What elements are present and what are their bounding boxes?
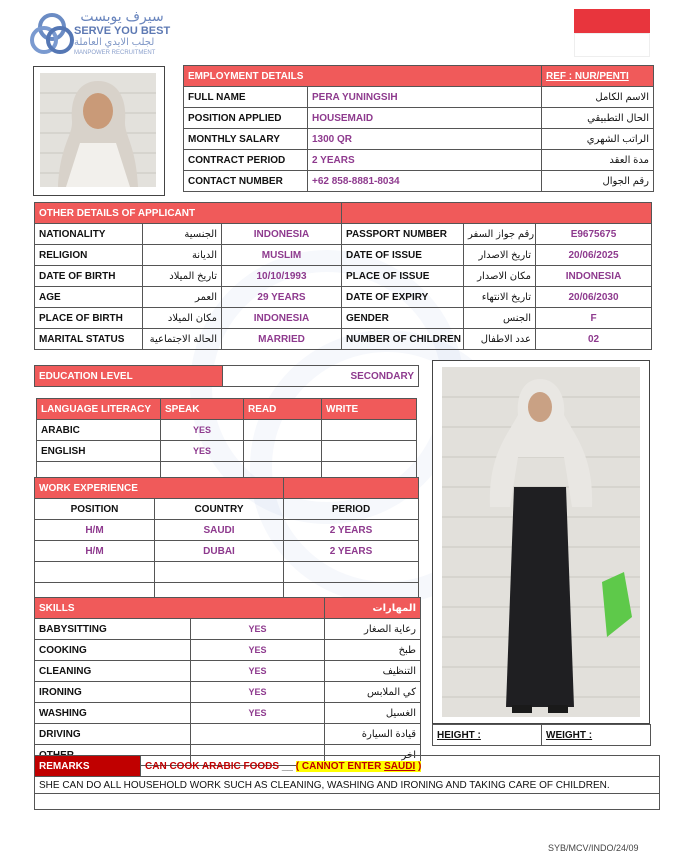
logo-arabic: سيرف يوبست xyxy=(80,8,164,24)
table-row xyxy=(35,703,421,724)
work-experience-table xyxy=(34,477,419,604)
work-position: H/M xyxy=(35,541,155,562)
height-label: HEIGHT : xyxy=(433,725,542,746)
employment-details-table xyxy=(183,65,654,192)
babysitting-value: YES xyxy=(191,619,325,640)
cleaning-value: YES xyxy=(191,661,325,682)
table-row xyxy=(35,266,652,287)
logo-sub: MANPOWER RECRUITMENT xyxy=(74,50,156,56)
table-row xyxy=(35,562,419,583)
company-logo xyxy=(30,8,180,60)
cleaning-label: CLEANING xyxy=(35,661,191,682)
table-row xyxy=(35,661,421,682)
ironing-label: IRONING xyxy=(35,682,191,703)
table-row xyxy=(35,724,421,745)
other-details-table xyxy=(34,202,652,350)
weight-label: WEIGHT : xyxy=(542,725,651,746)
contact-label: CONTACT NUMBER xyxy=(184,171,308,192)
birthplace-value: INDONESIA xyxy=(222,308,342,329)
children-ar: عدد الاطفال xyxy=(464,329,536,350)
table-row xyxy=(35,541,419,562)
full-name-label: FULL NAME xyxy=(184,87,308,108)
table-row xyxy=(35,224,652,245)
arabic-read xyxy=(244,420,322,441)
position-header: POSITION xyxy=(35,499,155,520)
logo-rings-icon xyxy=(30,12,74,56)
nationality-label: NATIONALITY xyxy=(35,224,143,245)
language-table xyxy=(36,398,417,483)
gender-label: GENDER xyxy=(342,308,464,329)
passport-label: PASSPORT NUMBER xyxy=(342,224,464,245)
table-row xyxy=(37,420,417,441)
position-label: POSITION APPLIED xyxy=(184,108,308,129)
measurements-table xyxy=(432,724,651,746)
salary-ar: الراتب الشهري xyxy=(542,129,654,150)
washing-value: YES xyxy=(191,703,325,724)
issue-date-value: 20/06/2025 xyxy=(536,245,652,266)
full-name-value: PERA YUNINGSIH xyxy=(308,87,542,108)
issue-date-ar: تاريخ الاصدار xyxy=(464,245,536,266)
religion-value: MUSLIM xyxy=(222,245,342,266)
cook-remark: CAN COOK ARABIC FOODS xyxy=(145,760,280,772)
gender-ar: الجنس xyxy=(464,308,536,329)
religion-ar: الديانة xyxy=(143,245,222,266)
babysitting-ar: رعاية الصغار xyxy=(325,619,421,640)
issue-place-label: PLACE OF ISSUE xyxy=(342,266,464,287)
contact-ar: رقم الجوال xyxy=(542,171,654,192)
driving-ar: قيادة السيارة xyxy=(325,724,421,745)
table-row xyxy=(37,441,417,462)
full-body-portrait-icon xyxy=(442,367,640,717)
language-header: LANGUAGE LITERACY xyxy=(37,399,161,420)
empty-cell xyxy=(284,562,419,583)
work-period: 2 YEARS xyxy=(284,541,419,562)
applicant-photo-small xyxy=(33,66,165,196)
period-header: PERIOD xyxy=(284,499,419,520)
children-value: 02 xyxy=(536,329,652,350)
table-row xyxy=(35,640,421,661)
ironing-value: YES xyxy=(191,682,325,703)
contract-ar: مدة العقد xyxy=(542,150,654,171)
dob-ar: تاريخ الميلاد xyxy=(143,266,222,287)
age-ar: العمر xyxy=(143,287,222,308)
cooking-ar: طبخ xyxy=(325,640,421,661)
expiry-ar: تاريخ الانتهاء xyxy=(464,287,536,308)
salary-label: MONTHLY SALARY xyxy=(184,129,308,150)
portrait-icon xyxy=(40,73,156,187)
flag-top xyxy=(574,9,650,33)
write-header: WRITE xyxy=(322,399,417,420)
empty-cell xyxy=(155,562,284,583)
dob-label: DATE OF BIRTH xyxy=(35,266,143,287)
full-name-ar: الاسم الكامل xyxy=(542,87,654,108)
children-label: NUMBER OF CHILDREN xyxy=(342,329,464,350)
arabic-label: ARABIC xyxy=(37,420,161,441)
english-write xyxy=(322,441,417,462)
work-country: SAUDI xyxy=(155,520,284,541)
contract-value: 2 YEARS xyxy=(308,150,542,171)
skills-title: SKILLS xyxy=(35,598,325,619)
issue-date-label: DATE OF ISSUE xyxy=(342,245,464,266)
issue-place-ar: مكان الاصدار xyxy=(464,266,536,287)
employment-title: EMPLOYMENT DETAILS xyxy=(184,66,542,87)
table-row xyxy=(35,245,652,266)
cooking-value: YES xyxy=(191,640,325,661)
gender-value: F xyxy=(536,308,652,329)
english-label: ENGLISH xyxy=(37,441,161,462)
table-row xyxy=(35,520,419,541)
expiry-label: DATE OF EXPIRY xyxy=(342,287,464,308)
washing-label: WASHING xyxy=(35,703,191,724)
birthplace-label: PLACE OF BIRTH xyxy=(35,308,143,329)
table-row xyxy=(35,619,421,640)
nationality-value: INDONESIA xyxy=(222,224,342,245)
cooking-label: COOKING xyxy=(35,640,191,661)
table-row xyxy=(35,308,652,329)
flag-bottom xyxy=(574,33,650,57)
birthplace-ar: مكان الميلاد xyxy=(143,308,222,329)
age-label: AGE xyxy=(35,287,143,308)
contract-label: CONTRACT PERIOD xyxy=(184,150,308,171)
position-value: HOUSEMAID xyxy=(308,108,542,129)
empty-cell xyxy=(35,562,155,583)
country-header: COUNTRY xyxy=(155,499,284,520)
other-details-title-right xyxy=(342,203,652,224)
table-row xyxy=(35,682,421,703)
empty-cell xyxy=(35,794,660,810)
religion-label: RELIGION xyxy=(35,245,143,266)
cannot-enter-c: ) xyxy=(415,760,422,772)
marital-value: MARRIED xyxy=(222,329,342,350)
logo-name: SERVE YOU BEST xyxy=(74,25,171,37)
speak-header: SPEAK xyxy=(161,399,244,420)
marital-ar: الحالة الاجتماعية xyxy=(143,329,222,350)
babysitting-label: BABYSITTING xyxy=(35,619,191,640)
remarks-highlight xyxy=(141,756,660,777)
education-value: SECONDARY xyxy=(223,366,419,387)
driving-label: DRIVING xyxy=(35,724,191,745)
washing-ar: الغسيل xyxy=(325,703,421,724)
position-ar: الحال التطبيقي xyxy=(542,108,654,129)
english-speak: YES xyxy=(161,441,244,462)
table-row xyxy=(35,287,652,308)
english-read xyxy=(244,441,322,462)
expiry-value: 20/06/2030 xyxy=(536,287,652,308)
remarks-label: REMARKS xyxy=(35,756,141,777)
cannot-enter-country: SAUDI xyxy=(384,760,416,772)
cannot-enter-a: ( CANNOT ENTER xyxy=(295,760,385,772)
salary-value: 1300 QR xyxy=(308,129,542,150)
ref-number: REF : NUR/PENTI xyxy=(542,66,654,87)
passport-value: E9675675 xyxy=(536,224,652,245)
cleaning-ar: التنظيف xyxy=(325,661,421,682)
dob-value: 10/10/1993 xyxy=(222,266,342,287)
indonesia-flag xyxy=(574,9,650,57)
marital-label: MARITAL STATUS xyxy=(35,329,143,350)
remark-separator: __ xyxy=(281,760,293,772)
work-position: H/M xyxy=(35,520,155,541)
education-table xyxy=(34,365,419,387)
arabic-speak: YES xyxy=(161,420,244,441)
remarks-text: SHE CAN DO ALL HOUSEHOLD WORK SUCH AS CLEANING, WASHING AND IRONING AND TAKING CARE OF CHILDREN. xyxy=(35,777,660,794)
contact-value: +62 858-8881-8034 xyxy=(308,171,542,192)
cannot-enter-remark xyxy=(296,761,422,772)
skills-title-ar: المهارات xyxy=(325,598,421,619)
nationality-ar: الجنسية xyxy=(143,224,222,245)
other-ar: اخر xyxy=(325,745,421,766)
age-value: 29 YEARS xyxy=(222,287,342,308)
footer-code: SYB/MCV/INDO/24/09 xyxy=(548,843,639,853)
arabic-write xyxy=(322,420,417,441)
work-title: WORK EXPERIENCE xyxy=(35,478,284,499)
read-header: READ xyxy=(244,399,322,420)
logo-arabic-sub: لجلب الايدي العاملة xyxy=(74,37,155,48)
applicant-photo-full xyxy=(432,360,650,724)
work-title-right xyxy=(284,478,419,499)
ironing-ar: كي الملابس xyxy=(325,682,421,703)
driving-value xyxy=(191,724,325,745)
skills-table xyxy=(34,597,421,766)
issue-place-value: INDONESIA xyxy=(536,266,652,287)
work-period: 2 YEARS xyxy=(284,520,419,541)
work-country: DUBAI xyxy=(155,541,284,562)
other-details-title: OTHER DETAILS OF APPLICANT xyxy=(35,203,342,224)
remarks-table xyxy=(34,755,660,810)
education-label: EDUCATION LEVEL xyxy=(35,366,223,387)
table-row xyxy=(35,329,652,350)
passport-ar: رقم جواز السفر xyxy=(464,224,536,245)
